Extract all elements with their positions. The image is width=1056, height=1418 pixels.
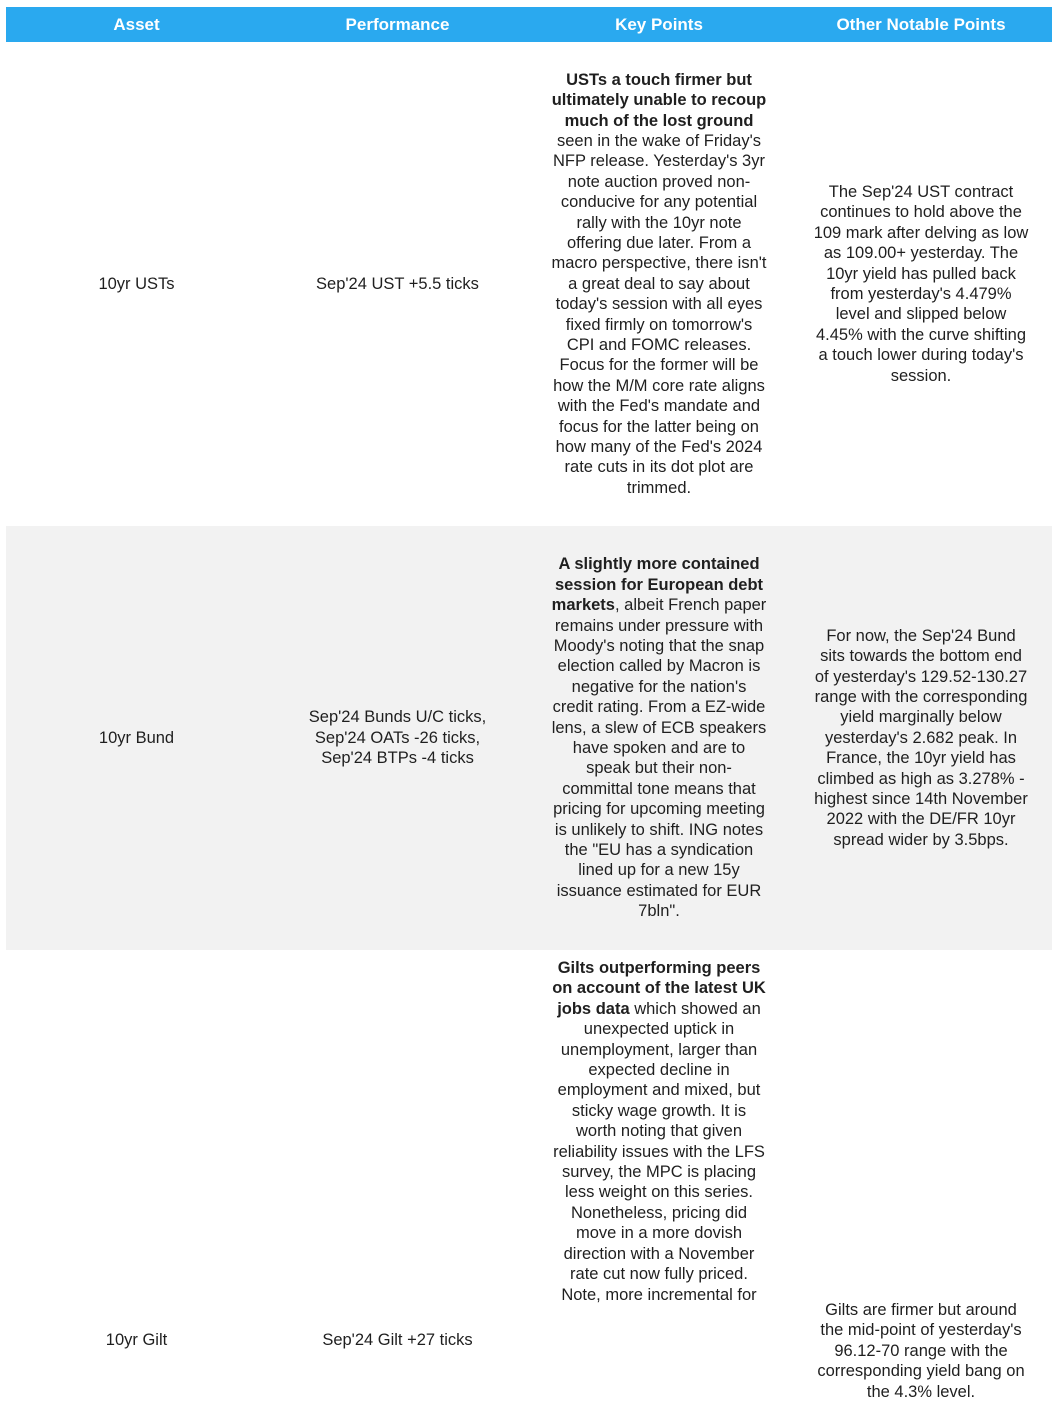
key-points-body-text: which showed an unexpected uptick in unemployment, larger than expected decline in employment and mixed, but sticky wage growth. It is worth noting that given reliability issues with the LFS survey, the MPC is placing less weight on this series. Nonetheless, pricing did move in a more dovish direction with a November rate cut now fully priced. Note, more incremental for — [553, 999, 765, 1304]
key-points-text — [552, 70, 767, 499]
key-points-cell — [528, 950, 790, 1418]
header-row — [6, 7, 1052, 42]
header-other-notable-points: Other Notable Points — [790, 7, 1052, 42]
market-table-container — [6, 7, 1052, 1418]
performance-text: Sep'24 Bunds U/C ticks, Sep'24 OATs -26 ticks, Sep'24 BTPs -4 ticks — [308, 708, 487, 768]
market-table — [6, 7, 1052, 1418]
key-points-bold-text: USTs a touch firmer but ultimately unable to recoup much of the lost ground — [551, 70, 767, 130]
header-performance: Performance — [267, 7, 528, 42]
table-row-gilt — [6, 950, 1052, 1418]
performance-cell — [267, 526, 528, 950]
table-header — [6, 7, 1052, 42]
key-points-cell — [528, 42, 790, 526]
other-notable-points-cell — [790, 42, 1052, 526]
other-notable-points-text: Gilts are firmer but around the mid-point of yesterday's 96.12-70 range with the corresponding yield bang on the 4.3% level. — [817, 1300, 1025, 1401]
key-points-cell — [528, 526, 790, 950]
key-points-bold-text: Gilts outperforming peers on account of the latest UK jobs data — [552, 959, 766, 1018]
table-body — [6, 42, 1052, 1418]
other-notable-points-text: For now, the Sep'24 Bund sits towards the bottom end of yesterday's 129.52-130.27 range with the corresponding yield marginally below yesterday's 2.682 peak. In France, the 10yr yield has climbed as high as 3.278% - highest since 14th November 2022 with the DE/FR 10yr spread wider by 3.5bps. — [814, 626, 1028, 849]
key-points-bold-text: A slightly more contained session for European debt markets — [551, 555, 764, 615]
other-notable-points-cell — [790, 950, 1052, 1418]
asset-cell: 10yr USTs — [6, 42, 267, 526]
performance-cell: Sep'24 Gilt +27 ticks — [267, 950, 528, 1418]
key-points-body-text: seen in the wake of Friday's NFP release. Yesterday's 3yr note auction proved non-conducive for any potential rally with the 10yr note offering due later. From a macro perspective, there isn't a great deal to say about today's session with all eyes fixed firmly on tomorrow's CPI and FOMC releases. Focus for the former will be how the M/M core rate aligns with the Fed's mandate and focus for the latter being on how many of the Fed's 2024 rate cuts in its dot plot are trimmed. — [551, 131, 767, 497]
key-points-body-text: , albeit French paper remains under pressure with Moody's noting that the snap election called by Macron is negative for the nation's credit rating. From a EZ-wide lens, a slew of ECB speakers have spoken and are to speak but their non-committal tone means that pricing for upcoming meeting is unlikely to shift. ING notes the "EU has a syndication lined up for a new 15y issuance estimated for EUR 7bln". — [551, 596, 767, 921]
asset-cell: 10yr Bund — [6, 526, 267, 950]
header-asset: Asset — [6, 7, 267, 42]
key-points-text — [552, 554, 767, 921]
table-row-bund — [6, 526, 1052, 950]
other-notable-points-text: The Sep'24 UST contract continues to hold above the 109 mark after delving as low as 109.00+ yesterday. The 10yr yield has pulled back from yesterday's 4.479% level and slipped below 4.45% with the curve shifting a touch lower during today's session. — [813, 182, 1029, 385]
asset-cell: 10yr Gilt — [6, 950, 267, 1418]
performance-cell: Sep'24 UST +5.5 ticks — [267, 42, 528, 526]
header-key-points: Key Points — [528, 7, 790, 42]
key-points-text — [552, 958, 767, 1305]
other-notable-points-cell — [790, 526, 1052, 950]
table-row-ust — [6, 42, 1052, 526]
